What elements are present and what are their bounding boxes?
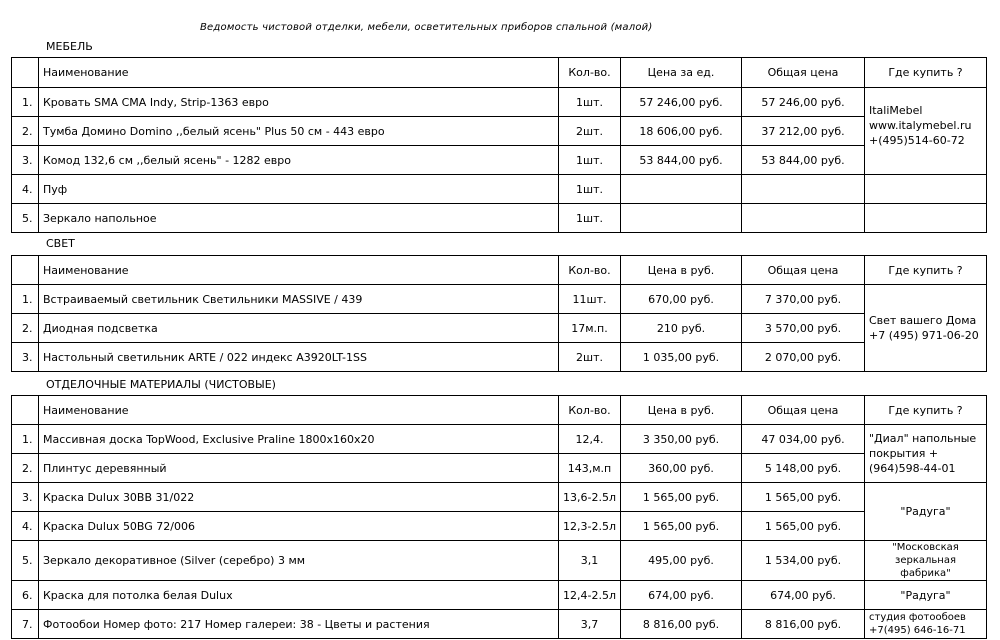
row-number: 6. [12, 581, 39, 610]
row-price: 8 816,00 руб. [621, 610, 742, 639]
row-name: Краска Dulux 50BG 72/006 [39, 512, 559, 541]
row-total: 2 070,00 руб. [742, 343, 865, 372]
row-name: Краска Dulux 30BB 31/022 [39, 483, 559, 512]
header-cell-name: Наименование [39, 396, 559, 425]
row-total [742, 175, 865, 204]
row-name: Встраиваемый светильник Светильники MASSIVE / 439 [39, 285, 559, 314]
row-qty: 2шт. [559, 343, 621, 372]
section-title-furniture: МЕБЕЛЬ [46, 40, 93, 53]
table-row [12, 175, 987, 204]
row-name: Массивная доска TopWood, Exclusive Praline 1800x160x20 [39, 425, 559, 454]
where-to-buy-cell: "Диал" напольные покрытия +(964)598-44-01 [865, 425, 987, 483]
row-price: 360,00 руб. [621, 454, 742, 483]
table-row [12, 610, 987, 639]
row-total: 1 534,00 руб. [742, 541, 865, 581]
row-number: 2. [12, 314, 39, 343]
row-name: Настольный светильник ARTE / 022 индекс A3920LT-1SS [39, 343, 559, 372]
row-qty: 3,7 [559, 610, 621, 639]
row-qty: 1шт. [559, 204, 621, 233]
row-name: Фотообои Номер фото: 217 Номер галереи: 38 - Цветы и растения [39, 610, 559, 639]
table-row [12, 425, 987, 454]
header-cell-number [12, 58, 39, 88]
header-cell-price: Цена в руб. [621, 396, 742, 425]
header-cell-qty: Кол-во. [559, 58, 621, 88]
table-row [12, 581, 987, 610]
row-name: Тумба Домино Domino ,,белый ясень" Plus 50 см - 443 евро [39, 117, 559, 146]
row-name: Пуф [39, 175, 559, 204]
row-name: Плинтус деревянный [39, 454, 559, 483]
row-qty: 12,3-2.5л [559, 512, 621, 541]
row-price: 495,00 руб. [621, 541, 742, 581]
row-price: 1 565,00 руб. [621, 483, 742, 512]
where-to-buy-line: www.italymebel.ru [869, 118, 972, 132]
row-total: 8 816,00 руб. [742, 610, 865, 639]
table-row [12, 204, 987, 233]
lighting-table [11, 255, 987, 372]
row-total: 3 570,00 руб. [742, 314, 865, 343]
row-number: 2. [12, 454, 39, 483]
table-row [12, 483, 987, 512]
where-to-buy-cell: студия фотообоев +7(495) 646-16-71 [865, 610, 987, 639]
header-cell-where: Где купить ? [865, 396, 987, 425]
row-name: Диодная подсветка [39, 314, 559, 343]
row-price: 1 565,00 руб. [621, 512, 742, 541]
row-total: 57 246,00 руб. [742, 88, 865, 117]
furniture-table [11, 57, 987, 233]
header-cell-name: Наименование [39, 58, 559, 88]
where-to-buy-cell: "Радуга" [865, 483, 987, 541]
where-to-buy-line: +7 (495) 971-06-20 [869, 329, 979, 342]
row-price [621, 204, 742, 233]
row-number: 4. [12, 512, 39, 541]
where-to-buy-empty [865, 204, 987, 233]
row-price: 670,00 руб. [621, 285, 742, 314]
row-qty: 3,1 [559, 541, 621, 581]
row-number: 3. [12, 146, 39, 175]
table-row [12, 285, 987, 314]
row-total: 53 844,00 руб. [742, 146, 865, 175]
table-row [12, 146, 987, 175]
row-total: 1 565,00 руб. [742, 512, 865, 541]
row-name: Зеркало декоративное (Silver (серебро) 3 мм [39, 541, 559, 581]
row-price: 1 035,00 руб. [621, 343, 742, 372]
row-number: 5. [12, 204, 39, 233]
where-to-buy-line: +(495)514-60-72 [869, 133, 965, 147]
section-title-finishing: ОТДЕЛОЧНЫЕ МАТЕРИАЛЫ (ЧИСТОВЫЕ) [46, 378, 276, 391]
row-total: 37 212,00 руб. [742, 117, 865, 146]
row-number: 3. [12, 483, 39, 512]
row-qty: 13,6-2.5л [559, 483, 621, 512]
row-name: Зеркало напольное [39, 204, 559, 233]
where-to-buy-cell: "Радуга" [865, 581, 987, 610]
finishing-table [11, 395, 987, 639]
row-number: 3. [12, 343, 39, 372]
document-title: Ведомость чистовой отделки, мебели, осветительных приборов спальной (малой) [200, 22, 653, 33]
row-total [742, 204, 865, 233]
row-name: Кровать SMA CMA Indy, Strip-1363 евро [39, 88, 559, 117]
table-row [12, 117, 987, 146]
row-name: Краска для потолка белая Dulux [39, 581, 559, 610]
row-price: 210 руб. [621, 314, 742, 343]
row-price: 18 606,00 руб. [621, 117, 742, 146]
header-cell-number [12, 396, 39, 425]
header-cell-number [12, 256, 39, 285]
row-qty: 17м.п. [559, 314, 621, 343]
table-row [12, 454, 987, 483]
row-qty: 143,м.п [559, 454, 621, 483]
header-cell-where: Где купить ? [865, 256, 987, 285]
where-to-buy-line: Свет вашего Дома [869, 314, 977, 327]
table-header-row [12, 256, 987, 285]
table-row [12, 512, 987, 541]
row-qty: 12,4. [559, 425, 621, 454]
header-cell-total: Общая цена [742, 256, 865, 285]
row-price: 3 350,00 руб. [621, 425, 742, 454]
row-number: 1. [12, 88, 39, 117]
row-number: 5. [12, 541, 39, 581]
row-total: 7 370,00 руб. [742, 285, 865, 314]
table-row [12, 343, 987, 372]
row-qty: 1шт. [559, 146, 621, 175]
where-to-buy-empty [865, 175, 987, 204]
header-cell-total: Общая цена [742, 396, 865, 425]
row-number: 1. [12, 285, 39, 314]
header-cell-qty: Кол-во. [559, 256, 621, 285]
header-cell-price: Цена за ед. [621, 58, 742, 88]
header-cell-where: Где купить ? [865, 58, 987, 88]
row-price [621, 175, 742, 204]
row-qty: 2шт. [559, 117, 621, 146]
row-total: 5 148,00 руб. [742, 454, 865, 483]
row-total: 674,00 руб. [742, 581, 865, 610]
row-name: Комод 132,6 см ,,белый ясень" - 1282 евро [39, 146, 559, 175]
table-row [12, 314, 987, 343]
row-qty: 1шт. [559, 175, 621, 204]
row-qty: 11шт. [559, 285, 621, 314]
where-to-buy-cell: "Московская зеркальная фабрика" [865, 541, 987, 581]
row-number: 2. [12, 117, 39, 146]
row-price: 674,00 руб. [621, 581, 742, 610]
header-cell-total: Общая цена [742, 58, 865, 88]
row-number: 4. [12, 175, 39, 204]
where-to-buy-cell [865, 285, 987, 372]
table-header-row [12, 396, 987, 425]
row-qty: 1шт. [559, 88, 621, 117]
where-to-buy-line: ItaliMebel [869, 103, 923, 117]
table-row [12, 541, 987, 581]
header-cell-name: Наименование [39, 256, 559, 285]
table-row [12, 88, 987, 117]
row-total: 47 034,00 руб. [742, 425, 865, 454]
row-price: 53 844,00 руб. [621, 146, 742, 175]
row-number: 1. [12, 425, 39, 454]
row-total: 1 565,00 руб. [742, 483, 865, 512]
where-to-buy-cell [865, 88, 987, 175]
header-cell-price: Цена в руб. [621, 256, 742, 285]
row-number: 7. [12, 610, 39, 639]
table-header-row [12, 58, 987, 88]
row-price: 57 246,00 руб. [621, 88, 742, 117]
section-title-lighting: СВЕТ [46, 237, 75, 250]
header-cell-qty: Кол-во. [559, 396, 621, 425]
row-qty: 12,4-2.5л [559, 581, 621, 610]
